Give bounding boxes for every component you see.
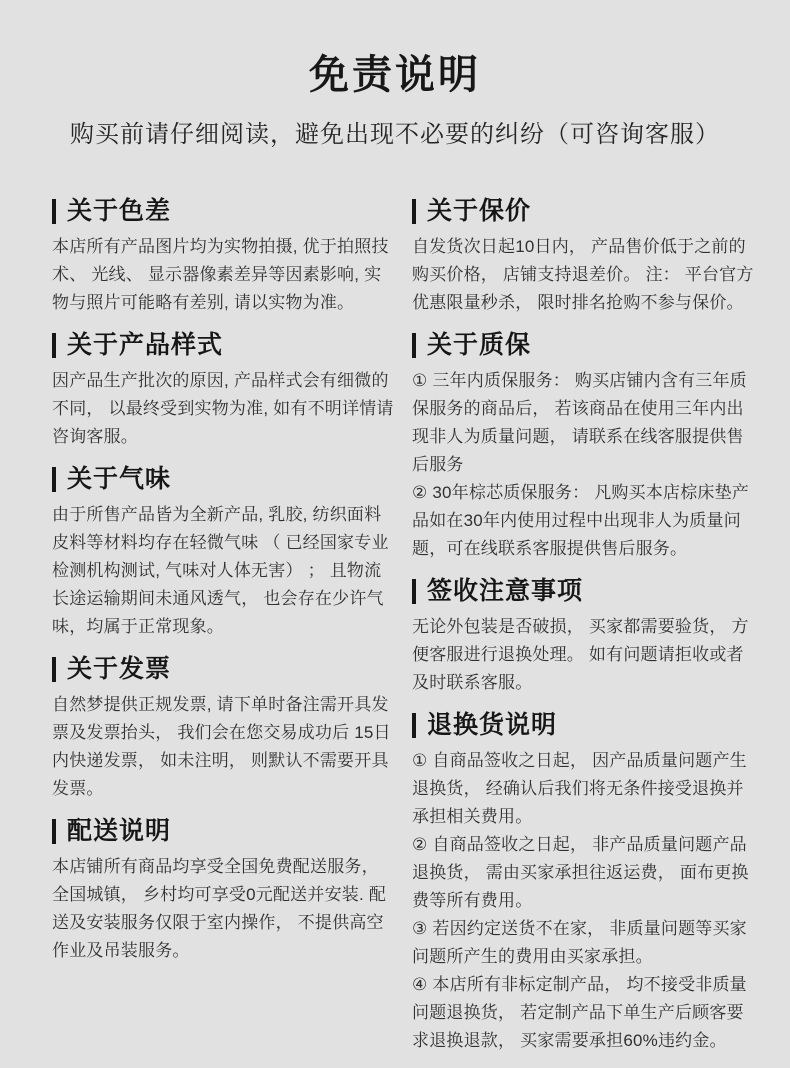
heading-bar-icon bbox=[52, 333, 56, 358]
notice-section bbox=[52, 330, 395, 451]
section-paragraph: ③ 若因约定送货不在家， 非质量问题等买家问题所产生的费用由买家承担。 bbox=[412, 919, 747, 966]
section-heading bbox=[412, 196, 755, 226]
section-paragraph: ② 自商品签收之日起， 非产品质量问题产品退换货， 需由买家承担往返运费， 面布更换费等所有费用。 bbox=[412, 835, 749, 910]
heading-bar-icon bbox=[52, 657, 56, 682]
section-body bbox=[52, 367, 395, 451]
heading-bar-icon bbox=[412, 333, 416, 358]
section-paragraph: ④ 本店所有非标定制产品， 均不接受非质量问题退换货， 若定制产品下单生产后顾客要求退换退款， 买家需要承担60%违约金。 bbox=[412, 975, 747, 1050]
notice-section bbox=[52, 816, 395, 965]
page-header bbox=[0, 52, 790, 150]
notice-section bbox=[52, 464, 395, 641]
section-body bbox=[52, 233, 395, 317]
section-body bbox=[412, 233, 755, 317]
section-heading-text: 关于质保 bbox=[427, 331, 532, 359]
heading-bar-icon bbox=[52, 467, 56, 492]
notice-section bbox=[412, 576, 755, 697]
heading-bar-icon bbox=[52, 819, 56, 844]
section-heading-text: 退换货说明 bbox=[427, 711, 558, 739]
section-body bbox=[52, 691, 395, 803]
section-heading bbox=[52, 816, 395, 846]
section-heading-text: 关于色差 bbox=[67, 197, 172, 225]
section-heading-text: 关于气味 bbox=[67, 465, 172, 493]
notice-section bbox=[412, 330, 755, 563]
section-paragraph: ① 三年内质保服务： 购买店铺内含有三年质保服务的商品后， 若该商品在使用三年内出现非人为质量问题， 请联系在线客服提供售后服务 bbox=[412, 371, 747, 474]
right-column bbox=[412, 196, 755, 1068]
section-paragraph: ① 自商品签收之日起， 因产品质量问题产生退换货， 经确认后我们将无条件接受退换并承担相关费用。 bbox=[412, 751, 747, 826]
notice-section bbox=[412, 196, 755, 317]
section-heading-text: 关于发票 bbox=[67, 655, 172, 683]
section-heading bbox=[52, 330, 395, 360]
heading-bar-icon bbox=[412, 579, 416, 604]
content-columns bbox=[0, 196, 790, 1068]
page-title: 免责说明 bbox=[309, 53, 481, 97]
section-paragraph: 本店铺所有商品均享受全国免费配送服务， 全国城镇， 乡村均可享受0元配送并安装. 配送及安装服务仅限于室内操作， 不提供高空作业及吊装服务。 bbox=[52, 857, 387, 960]
section-paragraph: 因产品生产批次的原因, 产品样式会有细微的不同， 以最终受到实物为准, 如有不明详情请咨询客服。 bbox=[52, 371, 394, 446]
notice-section bbox=[52, 196, 395, 317]
heading-bar-icon bbox=[412, 199, 416, 224]
section-heading-text: 关于保价 bbox=[427, 197, 532, 225]
section-body bbox=[412, 367, 755, 563]
section-body bbox=[52, 853, 395, 965]
section-heading bbox=[52, 464, 395, 494]
section-heading bbox=[52, 654, 395, 684]
section-paragraph: 本店所有产品图片均为实物拍摄, 优于拍照技术、 光线、 显示器像素差异等因素影响, 实物与照片可能略有差别, 请以实物为准。 bbox=[52, 237, 389, 312]
section-heading bbox=[412, 576, 755, 606]
section-body bbox=[412, 613, 755, 697]
section-body bbox=[412, 747, 755, 1055]
section-paragraph: 无论外包装是否破损， 买家都需要验货， 方便客服进行退换处理。 如有问题请拒收或者及时联系客服。 bbox=[412, 617, 749, 692]
section-heading-text: 签收注意事项 bbox=[427, 577, 584, 605]
section-heading bbox=[52, 196, 395, 226]
section-paragraph: 由于所售产品皆为全新产品, 乳胶, 纺织面料皮料等材料均存在轻微气味 （ 已经国家专业检测机构测试, 气味对人体无害） ； 且物流长途运输期间未通风透气， 也会存在少许气味，均属于正常现象。 bbox=[52, 505, 389, 636]
section-paragraph: 自发货次日起10日内， 产品售价低于之前的购买价格， 店铺支持退差价。 注： 平台官方优惠限量秒杀， 限时排名抢购不参与保价。 bbox=[412, 237, 754, 312]
left-column bbox=[52, 196, 395, 1068]
section-paragraph: 自然梦提供正规发票, 请下单时备注需开具发票及发票抬头， 我们会在您交易成功后 15日内快递发票， 如未注明， 则默认不需要开具发票。 bbox=[52, 695, 391, 798]
section-heading-text: 关于产品样式 bbox=[67, 331, 224, 359]
heading-bar-icon bbox=[52, 199, 56, 224]
section-heading bbox=[412, 330, 755, 360]
section-paragraph: ② 30年棕芯质保服务： 凡购买本店棕床垫产品如在30年内使用过程中出现非人为质量问题，可在线联系客服提供售后服务。 bbox=[412, 483, 749, 558]
section-heading-text: 配送说明 bbox=[67, 817, 172, 845]
section-body bbox=[52, 501, 395, 641]
heading-bar-icon bbox=[412, 713, 416, 738]
page-subtitle: 购买前请仔细阅读，避免出现不必要的纠纷（可咨询客服） bbox=[70, 121, 720, 148]
section-heading bbox=[412, 710, 755, 740]
notice-section bbox=[52, 654, 395, 803]
notice-section bbox=[412, 710, 755, 1055]
